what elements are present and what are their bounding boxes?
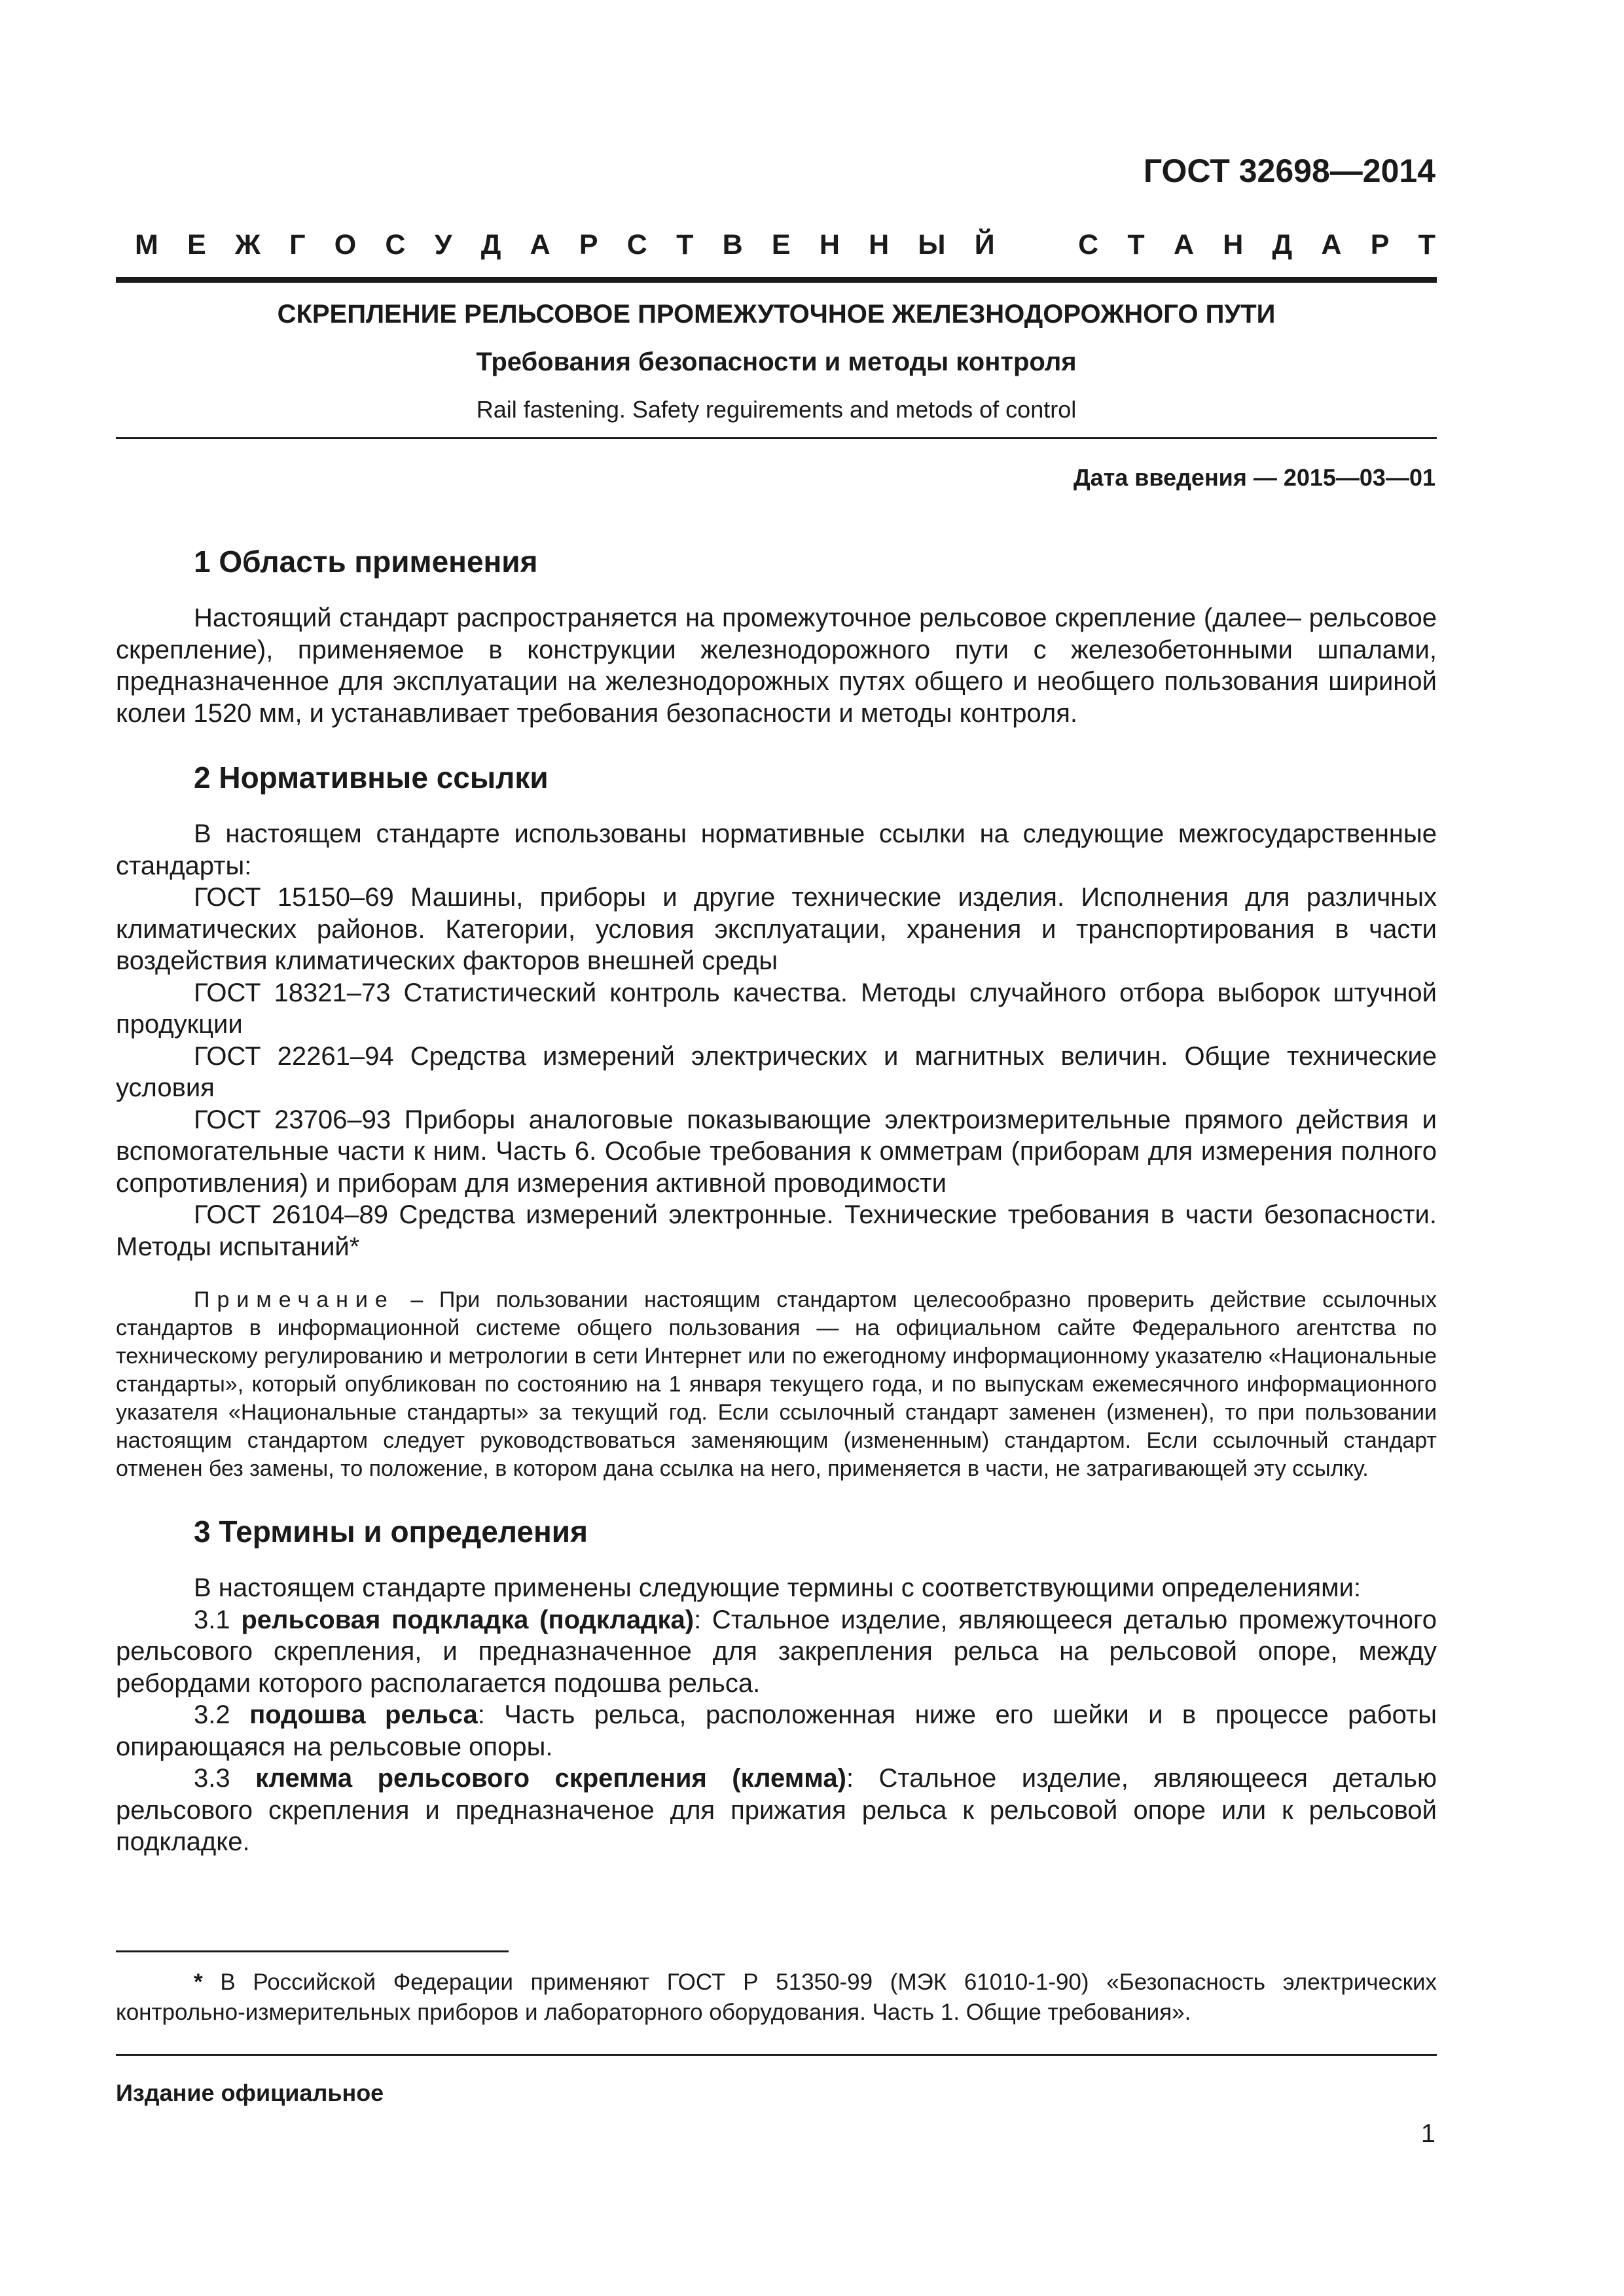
note-text: – При пользовании настоящим стандартом целесообразно проверить действие ссылочных стандартов в информационной системе общего пользования — на официальном сайте Федерального агентства по техническому регулированию и метрологии в сети Интернет или по ежегодному информационному указателю «Национальные стандарты», который опубликован по состоянию на 1 января текущего года, и по выпускам ежемесячного информационного указателя «Национальные стандарты» за текущий год. Если ссылочный стандарт заменен (изменен), то при пользовании настоящим стандартом следует руководствоваться заменяющим (измененным) стандартом. Если ссылочный стандарт отменен без замены, то положение, в котором дана ссылка на него, применяется в части, не затрагивающей эту ссылку. <box>116 1287 1437 1481</box>
term-number: 3.1 <box>194 1605 242 1634</box>
document-subtitle: Требования безопасности и методы контроля <box>476 348 1077 376</box>
term-name: подошва рельса <box>249 1700 478 1729</box>
term-text: : Часть рельса, расположенная ниже его шейки и в процессе работы опирающаяся на рельсовые опоры. <box>116 1700 1437 1761</box>
english-title: Rail fastening. Safety reguirements and metods of control <box>476 396 1077 423</box>
term-number: 3.2 <box>194 1700 250 1729</box>
footnote-rule <box>116 1950 509 1952</box>
reference-item: ГОСТ 18321–73 Статистический контроль качества. Методы случайного отбора выборок штучной продукции <box>116 978 1437 1039</box>
term-text: : Стальное изделие, являющееся деталью промежуточного рельсового скрепления, и предназначенное для закрепления рельса на рельсовой опоре, между ребордами которого располагается подошва рельса. <box>116 1605 1437 1698</box>
section-normative-references <box>116 759 1437 1483</box>
paragraph: Настоящий стандарт распространяется на промежуточное рельсовое скрепление (далее– рельсовое скрепление), применяемое в конструкции железнодорожного пути с железобетонными шпалами, предназначенное для эксплуатации на железнодорожных путях общего и необщего пользования шириной колеи 1520 мм, и устанавливает требования безопасности и методы контроля. <box>116 603 1437 728</box>
banner-letter: М <box>135 229 159 260</box>
page-number: 1 <box>1420 2119 1435 2148</box>
banner-letter <box>1024 229 1050 261</box>
reference-item: ГОСТ 22261–94 Средства измерений электрических и магнитных величин. Общие технические условия <box>116 1041 1437 1102</box>
banner-letter: В <box>722 229 744 260</box>
banner-letter: С <box>1078 229 1100 260</box>
interstate-standard-banner <box>135 229 1436 261</box>
footnote-mark: * <box>194 1969 203 1995</box>
banner-letter: Н <box>869 229 890 260</box>
term-name: клемма рельсового скрепления (клемма) <box>255 1764 846 1793</box>
footer-rule <box>116 2054 1437 2056</box>
reference-item: ГОСТ 23706–93 Приборы аналоговые показывающие электроизмерительные прямого действия и вспомогательные части к ним. Часть 6. Особые требования к омметрам (приборам для измерения полного сопротивления) и приборам для измерения активной проводимости <box>116 1105 1437 1198</box>
banner-letter: У <box>434 229 453 260</box>
document-title: СКРЕПЛЕНИЕ РЕЛЬСОВОЕ ПРОМЕЖУТОЧНОЕ ЖЕЛЕЗНОДОРОЖНОГО ПУТИ <box>277 300 1276 329</box>
banner-letter: Д <box>1272 229 1293 260</box>
note <box>116 1286 1437 1483</box>
title-rule <box>116 437 1437 439</box>
term-definition <box>116 1604 1437 1700</box>
banner-letter: Т <box>1418 229 1436 260</box>
banner-letter: Ж <box>234 229 261 260</box>
term-definition <box>116 1699 1437 1763</box>
banner-letter: А <box>1321 229 1343 260</box>
header-rule <box>116 277 1437 283</box>
section-terms <box>116 1513 1437 1858</box>
banner-letter: Н <box>819 229 840 260</box>
banner-letter: Р <box>1370 229 1390 260</box>
banner-letter: Е <box>187 229 207 260</box>
banner-letter: Й <box>974 229 996 260</box>
footnote <box>116 1967 1437 2028</box>
term-text: : Стальное изделие, являющееся деталью рельсового скрепления и предназначеное для прижатия рельса к рельсовой опоре или к рельсовой подкладке. <box>116 1764 1437 1856</box>
official-edition-label: Издание официальное <box>116 2079 384 2106</box>
banner-letter: А <box>1173 229 1195 260</box>
banner-letter: Т <box>1127 229 1146 260</box>
banner-letter: Н <box>1223 229 1244 260</box>
term-definition <box>116 1763 1437 1858</box>
banner-letter: Г <box>289 229 306 260</box>
banner-letter: Р <box>579 229 599 260</box>
banner-letter: Е <box>771 229 791 260</box>
section-scope <box>116 543 1437 729</box>
footnote-text: В Российской Федерации применяют ГОСТ Р 51350-99 (МЭК 61010-1-90) «Безопасность электрических контрольно-измерительных приборов и лабораторного оборудования. Часть 1. Общие требования». <box>116 1969 1437 2025</box>
reference-item: ГОСТ 26104–89 Средства измерений электронные. Технические требования в части безопасности. Методы испытаний* <box>116 1200 1437 1261</box>
document-body <box>116 543 1437 1888</box>
banner-letter: Ы <box>918 229 947 260</box>
section-heading: 3 Термины и определения <box>194 1515 588 1549</box>
section-heading: 1 Область применения <box>194 545 538 579</box>
banner-letter: Д <box>480 229 502 260</box>
banner-letter: С <box>385 229 406 260</box>
banner-letter: Т <box>676 229 695 260</box>
reference-item: ГОСТ 15150–69 Машины, приборы и другие технические изделия. Исполнения для различных климатических районов. Категории, условия эксплуатации, хранения и транспортирования в части воздействия климатических факторов внешней среды <box>116 883 1437 975</box>
introduction-date: Дата введения — 2015—03—01 <box>1073 464 1435 491</box>
banner-letter: О <box>334 229 357 260</box>
note-label: Примечание <box>194 1287 395 1312</box>
paragraph: В настоящем стандарте применены следующие термины с соответствующими определениями: <box>194 1573 1362 1602</box>
banner-letter: С <box>626 229 648 260</box>
gost-number: ГОСТ 32698—2014 <box>1143 152 1435 189</box>
banner-letter: А <box>530 229 551 260</box>
paragraph: В настоящем стандарте использованы нормативные ссылки на следующие межгосударственные стандарты: <box>116 819 1437 880</box>
section-heading: 2 Нормативные ссылки <box>194 761 549 795</box>
term-number: 3.3 <box>194 1764 256 1793</box>
term-name: рельсовая подкладка (подкладка) <box>241 1605 695 1634</box>
